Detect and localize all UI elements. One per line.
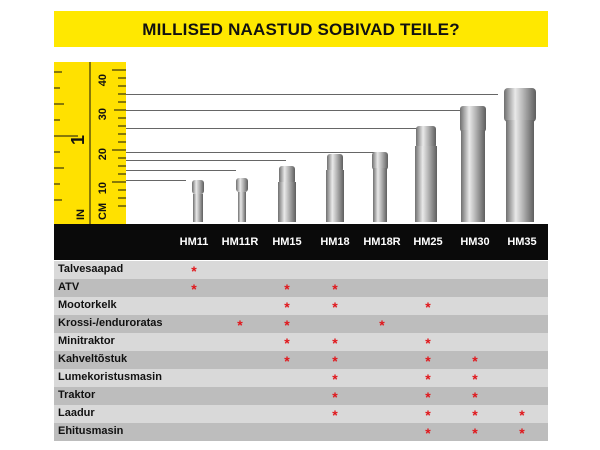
column-header-hm18: HM18: [320, 236, 350, 248]
column-header-hm18r: HM18R: [363, 236, 401, 248]
compatibility-mark: *: [472, 389, 478, 405]
ruler-in-label: IN: [75, 209, 87, 220]
compatibility-mark: *: [425, 407, 431, 423]
table-row: [54, 315, 548, 333]
ruler-graphic: [54, 62, 126, 224]
measuring-ruler: [54, 62, 126, 224]
ruler-cm-tick-10: 10: [97, 182, 109, 195]
column-header-hm35: HM35: [507, 236, 537, 248]
row-label: Laadur: [58, 407, 95, 419]
ruler-cm-tick-20: 20: [97, 148, 109, 161]
table-row: [54, 261, 548, 279]
title-banner: [54, 11, 548, 47]
compatibility-mark: *: [332, 353, 338, 369]
column-header-hm11: HM11: [179, 236, 209, 248]
row-label: Lumekoristusmasin: [58, 371, 162, 383]
ruler-cm-label: CM: [97, 202, 109, 220]
compatibility-mark: *: [284, 299, 290, 315]
stud-hm18r-image: [372, 152, 388, 222]
stud-hm25-image: [415, 126, 437, 222]
table-row: [54, 333, 548, 351]
stud-hm11-image: [192, 180, 204, 222]
compatibility-mark: *: [425, 335, 431, 351]
column-header-hm25: HM25: [413, 236, 443, 248]
compatibility-mark: *: [284, 353, 290, 369]
row-label: Kahveltõstuk: [58, 353, 128, 365]
row-label: ATV: [58, 281, 80, 293]
compatibility-mark: *: [472, 425, 478, 441]
compatibility-mark: *: [237, 317, 243, 333]
compatibility-mark: *: [519, 407, 525, 423]
stud-hm15-image: [278, 166, 296, 222]
row-label: Talvesaapad: [58, 263, 124, 275]
compatibility-mark: *: [425, 353, 431, 369]
compatibility-mark: *: [425, 425, 431, 441]
compatibility-mark: *: [425, 371, 431, 387]
compatibility-mark: *: [332, 335, 338, 351]
compatibility-mark: *: [191, 281, 197, 297]
compatibility-mark: *: [284, 317, 290, 333]
table-row: [54, 369, 548, 387]
column-header-hm30: HM30: [460, 236, 490, 248]
table-row: [54, 351, 548, 369]
column-header-hm15: HM15: [272, 236, 302, 248]
compatibility-mark: *: [284, 281, 290, 297]
stud-illustrations: [126, 62, 548, 224]
compatibility-mark: *: [332, 371, 338, 387]
compatibility-mark: *: [472, 407, 478, 423]
compatibility-mark: *: [425, 299, 431, 315]
table-header: [54, 224, 548, 260]
column-header-hm11r: HM11R: [221, 236, 259, 248]
table-row: [54, 297, 548, 315]
compatibility-mark: *: [472, 353, 478, 369]
compatibility-mark: *: [191, 263, 197, 279]
table-row: [54, 279, 548, 297]
compatibility-mark: *: [332, 407, 338, 423]
table-row: [54, 387, 548, 405]
compatibility-mark: *: [332, 299, 338, 315]
compatibility-mark: *: [379, 317, 385, 333]
table-row: [54, 423, 548, 441]
row-label: Traktor: [58, 389, 96, 401]
ruler-cm-tick-40: 40: [97, 74, 109, 87]
stud-hm35-image: [504, 88, 536, 222]
compatibility-mark: *: [519, 425, 525, 441]
row-label: Ehitusmasin: [58, 425, 124, 437]
stud-hm11r-image: [236, 178, 248, 222]
compatibility-mark: *: [425, 389, 431, 405]
stud-hm30-image: [460, 106, 486, 222]
compatibility-mark: *: [472, 371, 478, 387]
ruler-cm-tick-30: 30: [97, 108, 109, 121]
compatibility-mark: *: [284, 335, 290, 351]
table-row: [54, 405, 548, 423]
row-label: Mootorkelk: [58, 299, 117, 311]
row-label: Krossi-/enduroratas: [58, 317, 163, 329]
ruler-in-tick-1: 1: [68, 134, 88, 146]
page-title: MILLISED NAASTUD SOBIVAD TEILE?: [142, 20, 460, 39]
row-label: Minitraktor: [58, 335, 115, 347]
stud-hm18-image: [326, 154, 344, 222]
compatibility-mark: *: [332, 281, 338, 297]
compatibility-mark: *: [332, 389, 338, 405]
